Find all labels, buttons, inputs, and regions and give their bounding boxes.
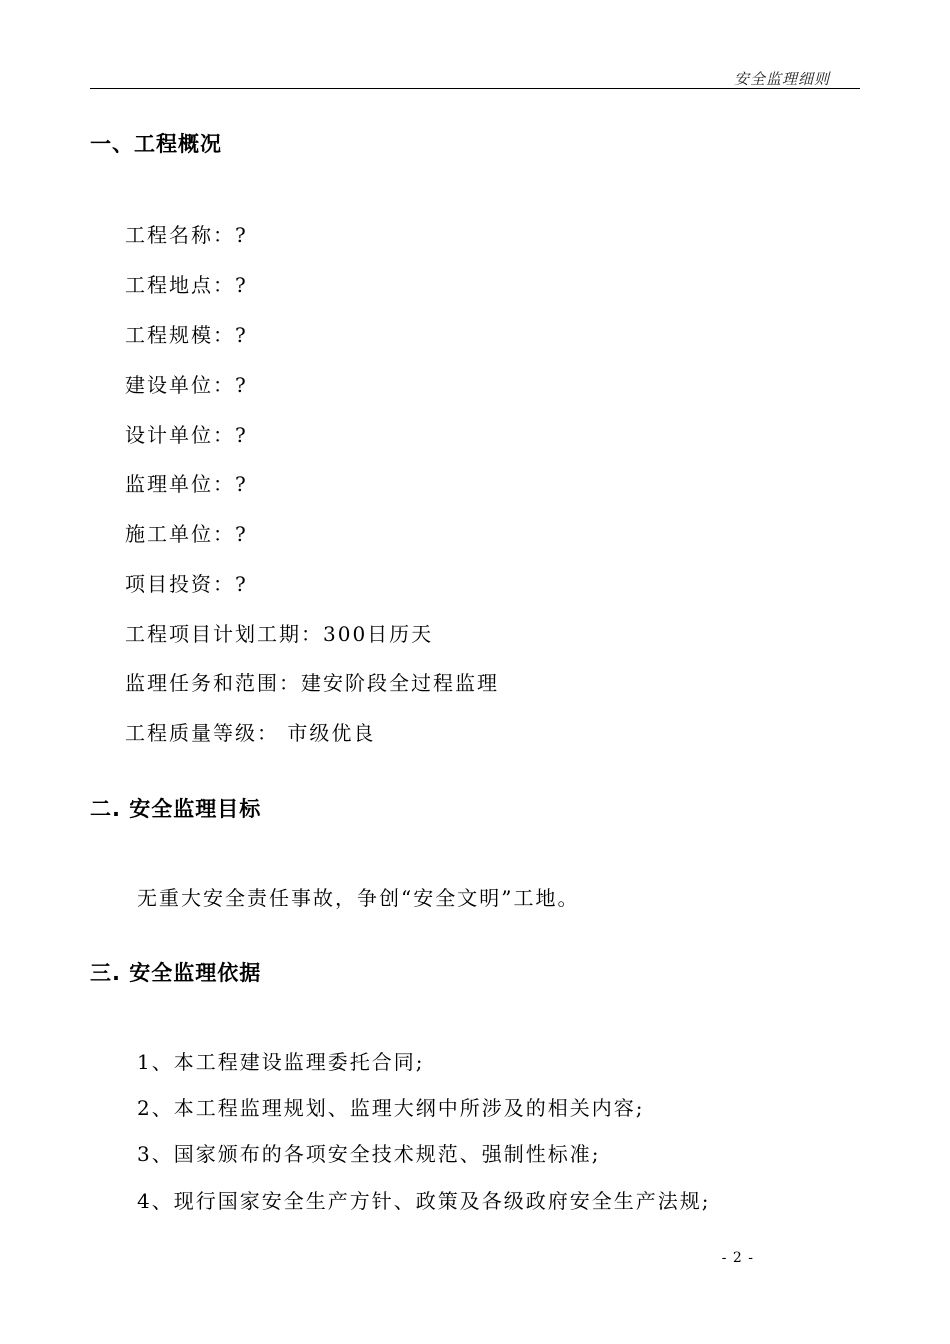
builder-unit-line: 施工单位：? bbox=[125, 522, 248, 546]
investment-line: 项目投资：? bbox=[125, 572, 248, 596]
project-location-line: 工程地点：? bbox=[125, 273, 248, 297]
quality-grade-line: 工程质量等级： 市级优良 bbox=[125, 721, 376, 745]
basis-item-4: 4、现行国家安全生产方针、政策及各级政府安全生产法规; bbox=[137, 1189, 711, 1213]
construction-unit-line: 建设单位：? bbox=[125, 373, 248, 397]
project-scale-line: 工程规模：? bbox=[125, 323, 248, 347]
safety-goal-text: 无重大安全责任事故，争创“安全文明”工地。 bbox=[137, 886, 580, 910]
design-unit-line: 设计单位：? bbox=[125, 423, 248, 447]
page-number: - 2 - bbox=[721, 1250, 754, 1266]
header-divider bbox=[90, 88, 860, 89]
planned-duration-line: 工程项目计划工期：300日历天 bbox=[125, 622, 434, 646]
project-name-line: 工程名称：? bbox=[125, 223, 248, 247]
basis-item-2: 2、本工程监理规划、监理大纲中所涉及的相关内容; bbox=[137, 1096, 645, 1120]
header-title: 安全监理细则 bbox=[733, 70, 830, 88]
basis-item-3: 3、国家颁布的各项安全技术规范、强制性标准; bbox=[137, 1142, 601, 1166]
basis-item-1: 1、本工程建设监理委托合同; bbox=[137, 1050, 425, 1074]
supervision-scope-line: 监理任务和范围：建安阶段全过程监理 bbox=[125, 671, 499, 695]
section-heading-safety-basis: 三. 安全监理依据 bbox=[90, 961, 262, 985]
supervision-unit-line: 监理单位：? bbox=[125, 472, 248, 496]
section-heading-safety-goal: 二. 安全监理目标 bbox=[90, 797, 262, 821]
section-heading-overview: 一、工程概况 bbox=[90, 132, 222, 156]
